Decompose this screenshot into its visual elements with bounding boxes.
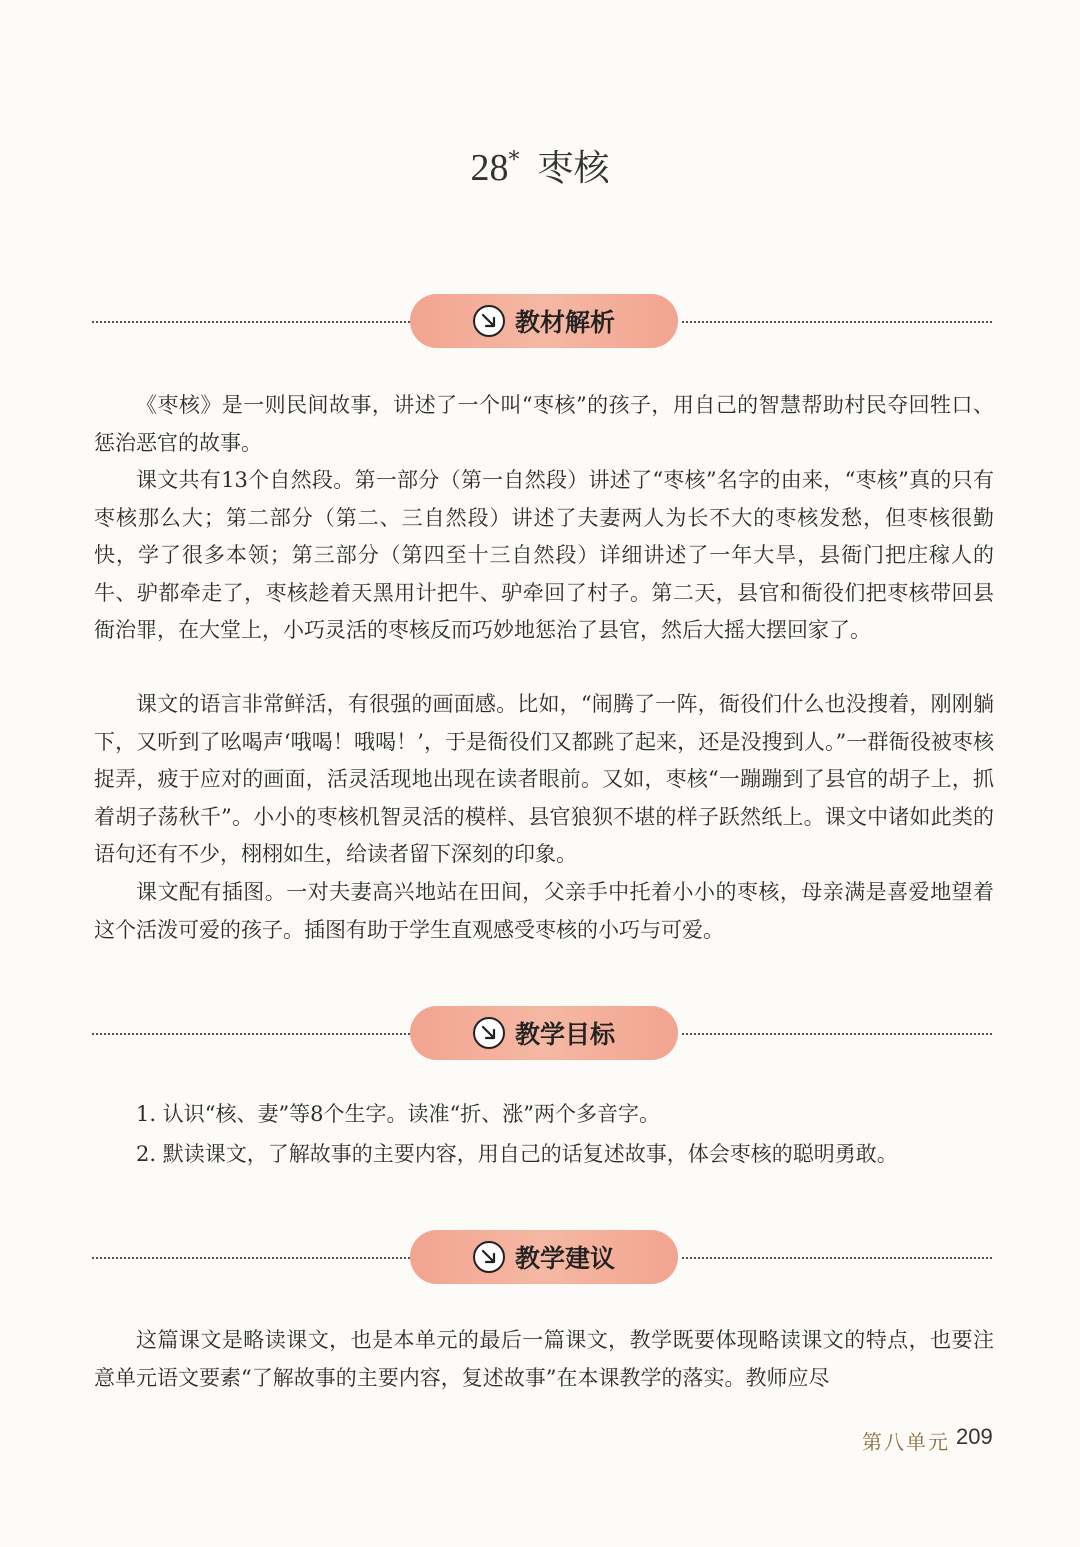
section-label: 教材解析 <box>514 308 615 337</box>
footer-unit-label: 第八单元 <box>862 1430 950 1454</box>
section-label: 教学建议 <box>514 1244 615 1273</box>
page-number: 209 <box>956 1424 993 1449</box>
dotted-divider <box>682 321 992 323</box>
section-pill <box>410 1006 678 1060</box>
arrow-down-right-icon <box>473 305 505 337</box>
section-header-analysis <box>92 294 992 350</box>
arrow-down-right-icon <box>473 1241 505 1273</box>
arrow-down-right-icon <box>473 1017 505 1049</box>
dotted-divider <box>92 321 410 323</box>
analysis-paragraph: 《枣核》是一则民间故事，讲述了一个叫“枣核”的孩子，用自己的智慧帮助村民夺回牲口、惩治恶官的故事。 <box>94 393 994 455</box>
dotted-divider <box>682 1033 992 1035</box>
section-pill <box>410 1230 678 1284</box>
lesson-title-text: 枣核 <box>537 148 610 189</box>
suggestion-paragraph: 这篇课文是略读课文，也是本单元的最后一篇课文，教学既要体现略读课文的特点，也要注意单元语文要素“了解故事的主要内容，复述故事”在本课教学的落实。教师应尽 <box>94 1328 994 1390</box>
dotted-divider <box>92 1257 410 1259</box>
goal-item: 2. 默读课文，了解故事的主要内容，用自己的话复述故事，体会枣核的聪明勇敢。 <box>136 1142 898 1166</box>
section-header-suggestions <box>92 1230 992 1286</box>
goal-item: 1. 认识“核、妻”等8个生字。读准“折、涨”两个多音字。 <box>136 1102 661 1126</box>
lesson-number: 28 <box>470 147 509 189</box>
lesson-title <box>0 140 1080 191</box>
dotted-divider <box>92 1033 410 1035</box>
analysis-paragraph: 课文共有13个自然段。第一部分（第一自然段）讲述了“枣核”名字的由来，“枣核”真的只有枣核那么大；第二部分（第二、三自然段）讲述了夫妻两人为长不大的枣核发愁，但枣核很勤快，学了很多本领；第三部分（第四至十三自然段）详细讲述了一年大旱，县衙门把庄稼人的牛、驴都牵走了，枣核趁着天黑用计把牛、驴牵回了村子。第二天，县官和衙役们把枣核带回县衙治罪，在大堂上，小巧灵活的枣核反而巧妙地惩治了县官，然后大摇大摆回家了。 <box>94 468 994 642</box>
analysis-paragraph: 课文配有插图。一对夫妻高兴地站在田间，父亲手中托着小小的枣核，母亲满是喜爱地望着这个活泼可爱的孩子。插图有助于学生直观感受枣核的小巧与可爱。 <box>94 880 994 942</box>
lesson-mark: * <box>508 148 520 173</box>
section-pill <box>410 294 678 348</box>
dotted-divider <box>682 1257 992 1259</box>
section-header-goals <box>92 1006 992 1062</box>
section-label: 教学目标 <box>514 1020 615 1049</box>
analysis-paragraph: 课文的语言非常鲜活，有很强的画面感。比如，“闹腾了一阵，衙役们什么也没搜着，刚刚躺下，又听到了吆喝声‘哦喝！哦喝！’，于是衙役们又都跳了起来，还是没搜到人。”一群衙役被枣核捉弄，疲于应对的画面，活灵活现地出现在读者眼前。又如，枣核“一蹦蹦到了县官的胡子上，抓着胡子荡秋千”。小小的枣核机智灵活的模样、县官狼狈不堪的样子跃然纸上。课文中诸如此类的语句还有不少，栩栩如生，给读者留下深刻的印象。 <box>94 692 994 866</box>
